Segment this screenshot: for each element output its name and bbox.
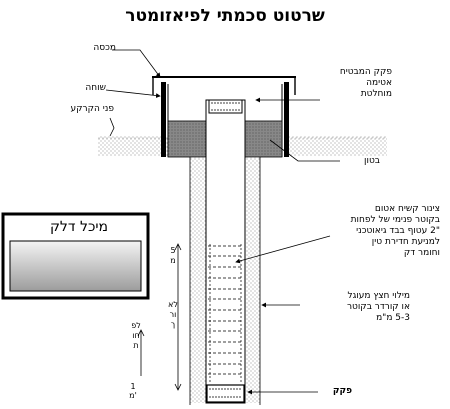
diagram-title: שרטוט סכמתי לפיאזומטר (125, 6, 325, 26)
fuel-tank-title: מיכל דלק (50, 219, 108, 235)
label-bottom-plug: פקק (332, 386, 352, 396)
label-concrete: בטון (364, 156, 380, 166)
label-side-lower: לאורך (168, 300, 178, 329)
label-ground-surface: פני הקרקע (70, 104, 114, 114)
label-cover: מכסה (93, 43, 116, 53)
top-plug (209, 100, 242, 113)
cover (152, 76, 296, 95)
label-manhole: שוחה (85, 83, 106, 93)
bottom-plug (207, 385, 244, 402)
pipe (206, 100, 245, 403)
label-gravel-fill: מילוי חצץ מעוגל או קורדר בקוטר 5-3 מ"מ (346, 291, 410, 323)
label-pipe-description: צינור קשיח אטום בקוטר פנימי של לפחות "2 עטוף בבד גיאוטכני למניעת חדירת טין וחומר דק (350, 204, 440, 258)
label-one-meter: 1 מ' (129, 382, 137, 400)
label-min-depth: לפחות (131, 321, 141, 350)
label-secure-plug: פקק המבטיח אטימה מוחלטת (339, 67, 392, 99)
label-side-upper: 5מ (170, 246, 176, 265)
